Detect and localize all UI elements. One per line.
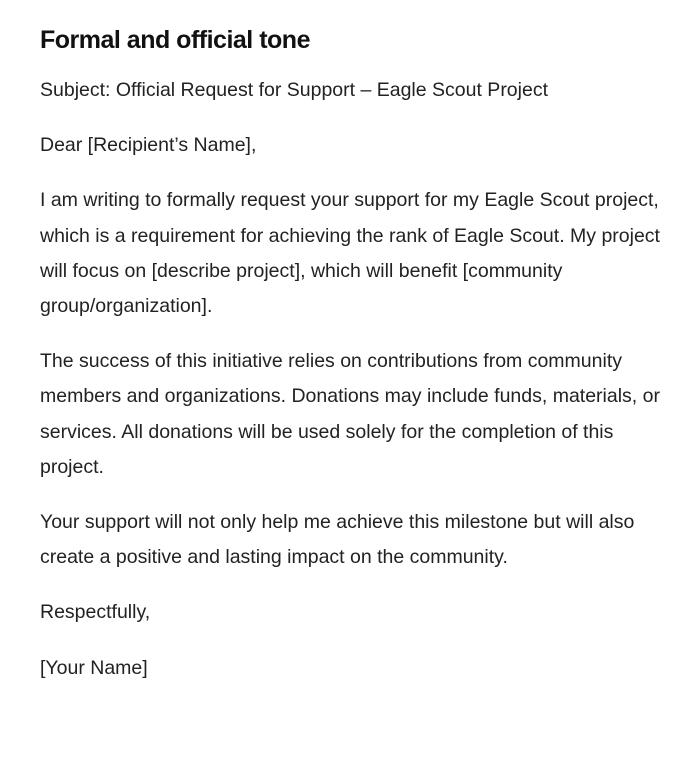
letter-closing: Respectfully, xyxy=(40,601,151,624)
letter-paragraph-impact: Your support will not only help me achieve this milestone but will also create a positive and lasting impact on the community. xyxy=(40,511,635,569)
letter-salutation: Dear [Recipient’s Name], xyxy=(40,134,257,157)
page-title: Formal and official tone xyxy=(40,26,310,54)
letter-signature: [Your Name] xyxy=(40,656,148,679)
letter-subject: Subject: Official Request for Support – Eagle Scout Project xyxy=(40,79,548,101)
letter-paragraph-request: I am writing to formally request your support for my Eagle Scout project, which is a requirement for achieving the rank of Eagle Scout. My project will focus on [describe project], which will benefit [community group/organization]. xyxy=(40,189,660,318)
letter-paragraph-donations: The success of this initiative relies on contributions from community members and organizations. Donations may include funds, materials, or services. All donations will be used solely for the completion of this project. xyxy=(40,350,660,478)
